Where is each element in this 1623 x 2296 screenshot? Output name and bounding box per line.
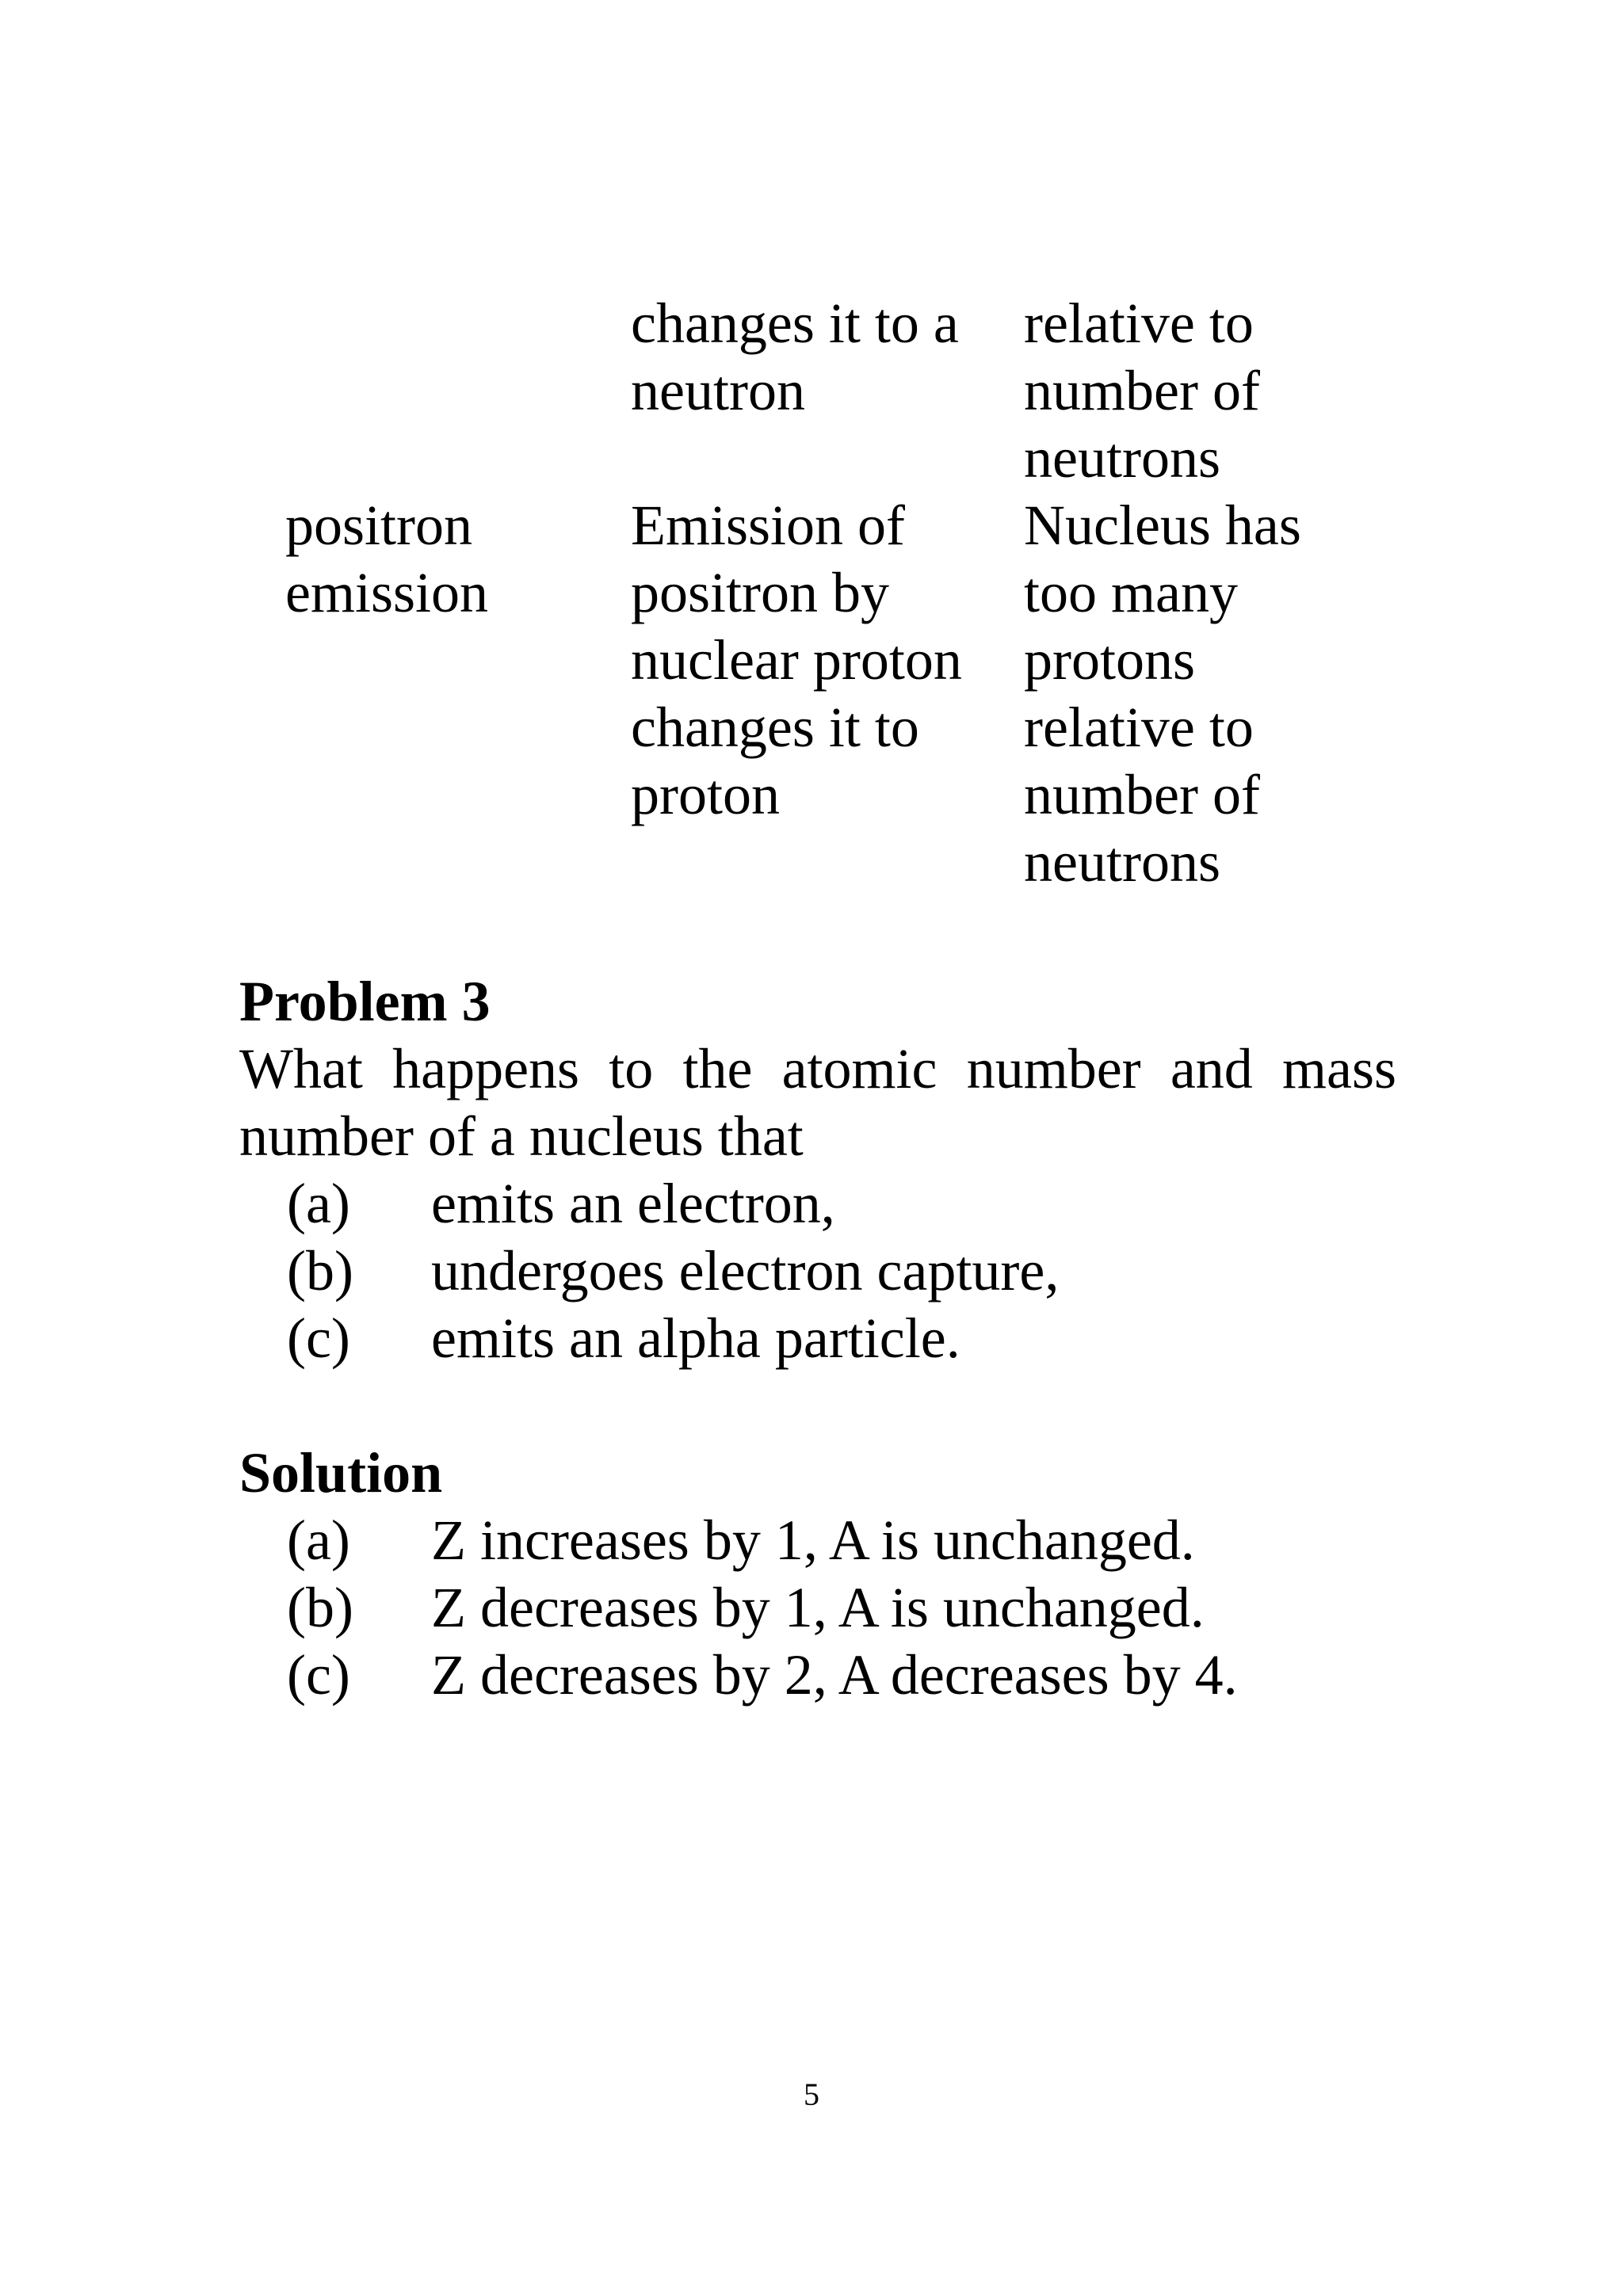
table-cell-line: Nucleus has	[1024, 494, 1301, 557]
description-cell	[631, 290, 1024, 492]
item-text: Z decreases by 1, A is unchanged.	[431, 1576, 1205, 1639]
solution-heading: Solution	[239, 1441, 443, 1505]
table-cell-line: relative to	[1024, 696, 1254, 759]
table-cell-line: proton	[631, 763, 780, 826]
table-cell-line: nuclear proton	[631, 628, 962, 692]
table-cell-line: changes it to a	[631, 292, 959, 355]
list-item	[239, 1642, 1396, 1709]
table-cell-line: number of	[1024, 763, 1260, 826]
page-number: 5	[804, 2077, 819, 2112]
decay-table	[285, 290, 1395, 896]
table-cell-line: changes it to	[631, 696, 919, 759]
item-label: (b)	[287, 1576, 353, 1639]
item-label: (b)	[287, 1239, 353, 1302]
problem-section	[239, 968, 1396, 1372]
decay-type-cell	[285, 492, 631, 896]
table-cell-line: neutron	[631, 359, 805, 422]
problem-heading: Problem 3	[239, 970, 491, 1033]
item-label: (c)	[287, 1643, 350, 1707]
list-item	[239, 1574, 1396, 1642]
item-label: (a)	[287, 1172, 350, 1235]
table-cell-line: neutrons	[1024, 426, 1220, 490]
solution-section	[239, 1440, 1396, 1709]
item-text: emits an alpha particle.	[431, 1306, 960, 1370]
problem-question-line: number of a nucleus that	[239, 1104, 804, 1168]
table-cell-line: emission	[285, 561, 489, 624]
table-cell-line: Emission of	[631, 494, 906, 557]
table-cell-line: too many	[1024, 561, 1238, 624]
item-text: Z increases by 1, A is unchanged.	[431, 1508, 1195, 1572]
item-text: emits an electron,	[431, 1172, 835, 1235]
table-row	[285, 492, 1395, 896]
problem-question-line: What happens to the atomic number and mass	[239, 1037, 1396, 1100]
table-cell-line: protons	[1024, 628, 1195, 692]
table-cell-line: positron by	[631, 561, 890, 624]
description-cell	[631, 492, 1024, 896]
table-cell-line: positron	[285, 494, 473, 557]
item-label: (a)	[287, 1508, 350, 1572]
list-item	[239, 1305, 1396, 1372]
table-cell-line: neutrons	[1024, 830, 1220, 894]
item-text: Z decreases by 2, A decreases by 4.	[431, 1643, 1238, 1707]
item-text: undergoes electron capture,	[431, 1239, 1060, 1302]
table-cell-line: number of	[1024, 359, 1260, 422]
reason-cell	[1024, 290, 1388, 492]
list-item	[239, 1170, 1396, 1238]
item-label: (c)	[287, 1306, 350, 1370]
decay-type-cell	[285, 290, 631, 492]
table-row	[285, 290, 1395, 492]
list-item	[239, 1238, 1396, 1305]
table-cell-line: relative to	[1024, 292, 1254, 355]
list-item	[239, 1507, 1396, 1574]
reason-cell	[1024, 492, 1388, 896]
